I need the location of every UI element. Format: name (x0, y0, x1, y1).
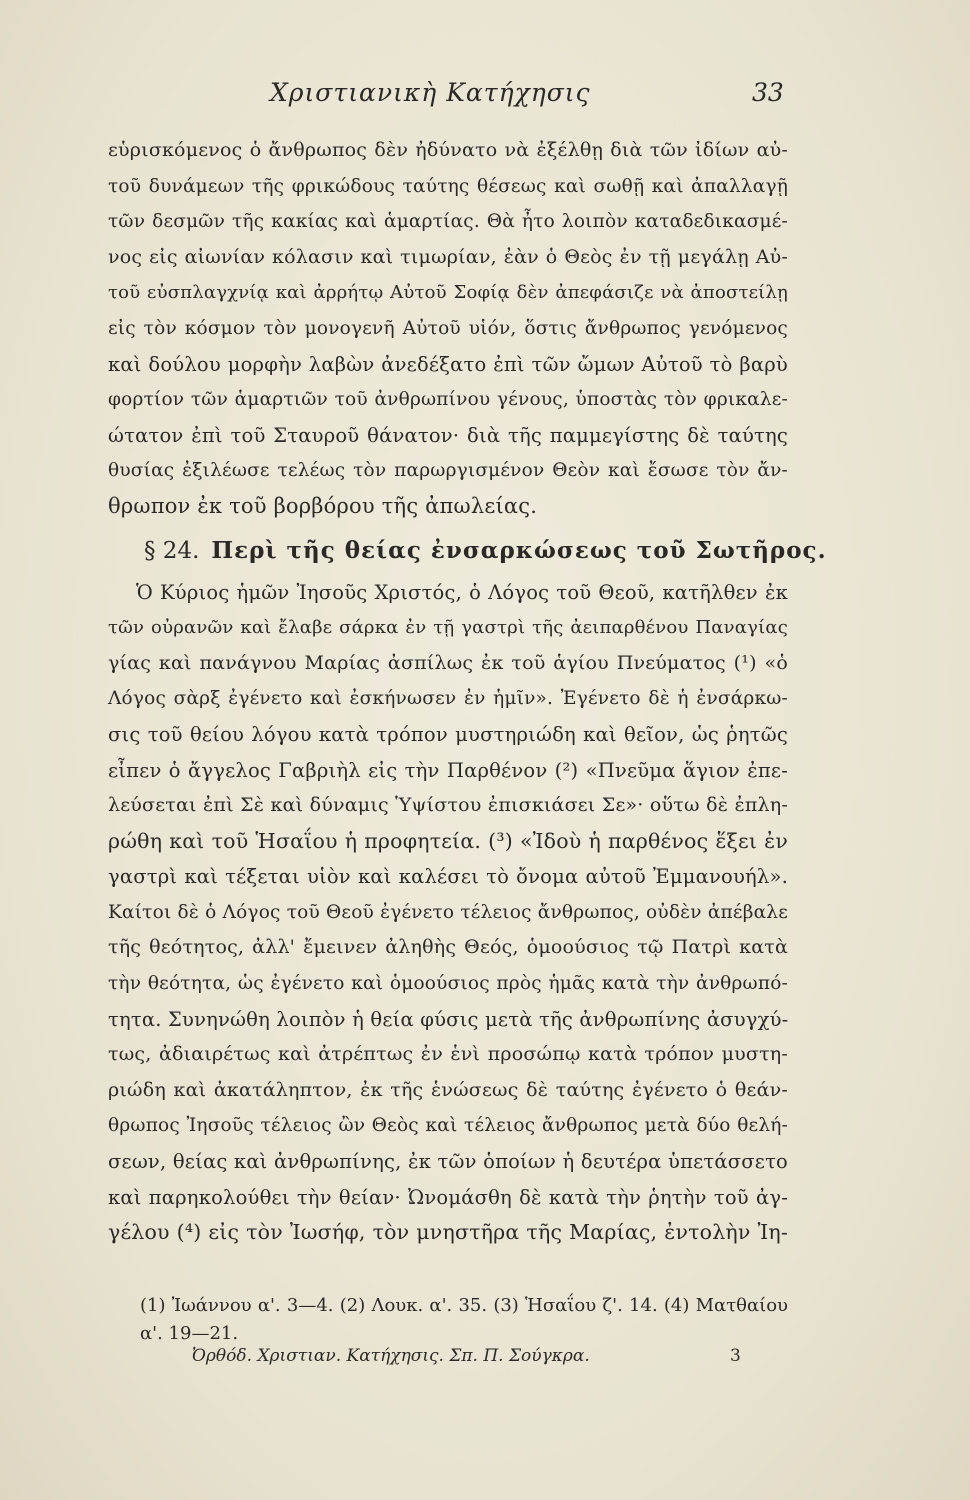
text-line: τως, ἀδιαιρέτως καὶ ἀτρέπτως ἐν ἑνὶ προσώπῳ κατὰ τρόπον μυστη- (108, 1043, 788, 1066)
footnote-line: (1) Ἰωάννου α'. 3—4. (2) Λουκ. α'. 35. (3) Ἡσαΐου ζ'. 14. (4) Ματθαίου (140, 1295, 788, 1316)
text-line: γίας καὶ πανάγνου Μαρίας ἀσπίλως ἐκ τοῦ ἁγίου Πνεύματος (¹) «ὁ (108, 651, 788, 674)
text-line: εἰς τὸν κόσμον τὸν μονογενῆ Αὐτοῦ υἱόν, ὅστις ἄνθρωπος γενόμενος (108, 317, 788, 339)
text-line: τοῦ εὐσπλαγχνίᾳ καὶ ἀρρήτῳ Αὐτοῦ Σοφίᾳ δὲν ἀπεφάσιζε νὰ ἀποστείλῃ (108, 282, 788, 304)
text-line: ρώθη καὶ τοῦ Ἡσαΐου ἡ προφητεία. (³) «Ἰδοὺ ἡ παρθένος ἕξει ἐν (108, 828, 788, 853)
text-line: τῶν οὐρανῶν καὶ ἔλαβε σάρκα ἐν τῇ γαστρὶ τῆς ἀειπαρθένου Παναγίας (108, 617, 788, 639)
footnotes (140, 1292, 788, 1348)
text-line: σεων, θείας καὶ ἀνθρωπίνης, ἐκ τῶν ὁποίων ἡ δευτέρα ὑπετάσσετο (108, 1150, 788, 1174)
signature-text: Ὀρθόδ. Χριστιαν. Κατήχησις. Σπ. Π. Σούγκρα. (192, 1346, 590, 1366)
text-line: Καίτοι δὲ ὁ Λόγος τοῦ Θεοῦ ἐγένετο τέλειος ἄνθρωπος, οὐδὲν ἀπέβαλε (108, 901, 788, 923)
text-line: εὑρισκόμενος ὁ ἄνθρωπος δὲν ἠδύνατο νὰ ἐξέλθῃ διὰ τῶν ἰδίων αὐ- (108, 139, 788, 161)
footnote-line: α'. 19—21. (140, 1323, 239, 1344)
text-line: φορτίον τῶν ἁμαρτιῶν τοῦ ἀνθρωπίνου γένους, ὑποστὰς τὸν φρικαλε- (108, 389, 788, 411)
page-number: 33 (752, 78, 784, 107)
text-line: τῶν δεσμῶν τῆς κακίας καὶ ἁμαρτίας. Θὰ ἦτο λοιπὸν καταδεδικασμέ- (108, 211, 788, 233)
text-line: σις τοῦ θείου λόγου κατὰ τρόπον μυστηριώδη καὶ θεῖον, ὡς ῥητῶς (108, 722, 788, 746)
text-line: καὶ παρηκολούθει τὴν θείαν· Ὠνομάσθη δὲ κατὰ τὴν ῥητὴν τοῦ ἀγ- (108, 1185, 788, 1209)
text-line: θυσίας ἐξιλέωσε τελέως τὸν παρωργισμένον Θεὸν καὶ ἔσωσε τὸν ἄν- (108, 460, 788, 482)
text-line: τητα. Συνηνώθη λοιπὸν ἡ θεία φύσις μετὰ τῆς ἀνθρωπίνης ἀσυγχύ- (108, 1007, 789, 1031)
text-line: ριώδη καὶ ἀκατάληπτον, ἐκ τῆς ἑνώσεως δὲ ταύτης ἐγένετο ὁ θεάν- (108, 1078, 788, 1101)
text-line: γαστρὶ καὶ τέξεται υἱὸν καὶ καλέσει τὸ ὄνομα αὐτοῦ Ἐμμανουήλ». (108, 865, 788, 889)
section-title: Περὶ τῆς θείας ἐνσαρκώσεως τοῦ Σωτῆρος. (211, 536, 827, 564)
running-title: Χριστιανικὴ Κατήχησις (270, 78, 591, 107)
text-line: νος εἰς αἰωνίαν κόλασιν καὶ τιμωρίαν, ἐὰν ὁ Θεὸς ἐν τῇ μεγάλῃ Αὐ- (108, 245, 788, 268)
text-line: λεύσεται ἐπὶ Σὲ καὶ δύναμις Ὑψίστου ἐπισκιάσει Σε»· οὕτω δὲ ἐπλη- (108, 794, 788, 817)
printer-signature (192, 1346, 766, 1376)
text-line: ώτατον ἐπὶ τοῦ Σταυροῦ θάνατον· διὰ τῆς παμμεγίστης δὲ ταύτης (108, 423, 788, 447)
text-line: τοῦ δυνάμεων τῆς φρικώδους ταύτης θέσεως καὶ σωθῇ καὶ ἀπαλλαγῇ (108, 175, 788, 197)
section-heading (108, 529, 827, 573)
text-line: τῆς θεότητος, ἀλλ' ἔμεινεν ἀληθὴς Θεός, ὁμοούσιος τῷ Πατρὶ κατὰ (108, 936, 788, 959)
signature-number: 3 (730, 1346, 741, 1366)
section-body (108, 575, 788, 1251)
text-line: καὶ δούλου μορφὴν λαβὼν ἀνεδέξατο ἐπὶ τῶν ὤμων Αὐτοῦ τὸ βαρὺ (108, 352, 788, 376)
text-line: Λόγος σὰρξ ἐγένετο καὶ ἐσκήνωσεν ἐν ἡμῖν». Ἐγένετο δὲ ἡ ἐνσάρκω- (108, 688, 788, 710)
section-number: § 24. (144, 537, 200, 564)
text-line: εἶπεν ὁ ἄγγελος Γαβριὴλ εἰς τὴν Παρθένον (²) «Πνεῦμα ἅγιον ἐπε- (108, 758, 788, 782)
body-text (108, 133, 827, 1251)
running-head (0, 78, 970, 118)
text-line: Ὁ Κύριος ἡμῶν Ἰησοῦς Χριστός, ὁ Λόγος τοῦ Θεοῦ, κατῆλθεν ἐκ (136, 580, 788, 604)
text-line: θρωπος Ἰησοῦς τέλειος ὢν Θεὸς καὶ τέλειος ἄνθρωπος μετὰ δύο θελή- (108, 1115, 788, 1137)
text-line: τὴν θεότητα, ὡς ἐγένετο καὶ ὁμοούσιος πρὸς ἡμᾶς κατὰ τὴν ἀνθρωπό- (108, 973, 788, 995)
text-line: γέλου (⁴) εἰς τὸν Ἰωσήφ, τὸν μνηστῆρα τῆς Μαρίας, ἐντολὴν Ἰη- (108, 1220, 788, 1245)
text-line: θρωπον ἐκ τοῦ βορβόρου τῆς ἀπωλείας. (108, 493, 538, 518)
